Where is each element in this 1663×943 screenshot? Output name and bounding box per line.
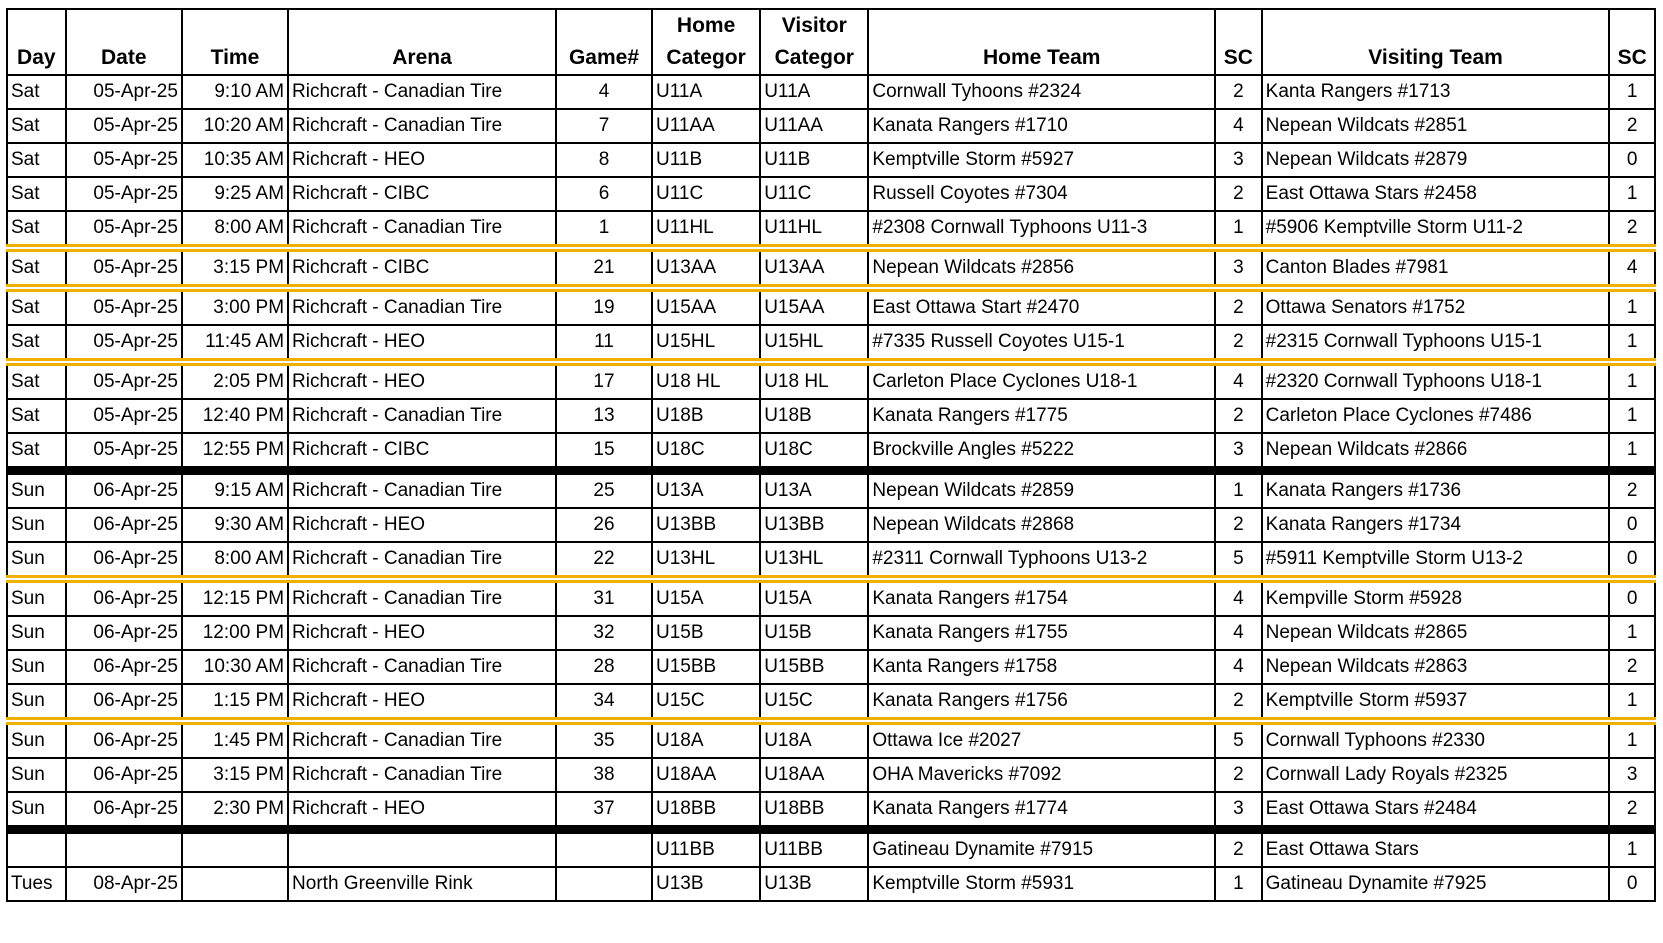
header-arena: Arena bbox=[288, 9, 556, 75]
header-home-category-line1: Home bbox=[676, 14, 736, 37]
cell-visitor-category: U15C bbox=[760, 684, 868, 721]
cell-day: Sat bbox=[7, 288, 66, 325]
cell-time: 9:30 AM bbox=[182, 508, 288, 542]
cell-day: Sun bbox=[7, 616, 66, 650]
header-visitor-category bbox=[760, 9, 868, 75]
cell-day: Sun bbox=[7, 471, 66, 509]
cell-home-team: Nepean Wildcats #2868 bbox=[868, 508, 1215, 542]
cell-arena: Richcraft - HEO bbox=[288, 325, 556, 362]
cell-time: 1:15 PM bbox=[182, 684, 288, 721]
cell-home-score: 4 bbox=[1215, 109, 1262, 143]
cell-game: 25 bbox=[556, 471, 652, 509]
cell-home-score: 1 bbox=[1215, 211, 1262, 248]
cell-home-score: 1 bbox=[1215, 471, 1262, 509]
header-visitor-category-line1: Visitor bbox=[781, 14, 847, 37]
schedule-body bbox=[7, 75, 1655, 901]
cell-visiting-score: 1 bbox=[1609, 433, 1655, 471]
cell-visiting-team: Gatineau Dynamite #7925 bbox=[1262, 867, 1610, 901]
cell-visiting-score: 2 bbox=[1609, 211, 1655, 248]
cell-visiting-score: 2 bbox=[1609, 792, 1655, 830]
cell-home-team: East Ottawa Start #2470 bbox=[868, 288, 1215, 325]
cell-visitor-category: U15HL bbox=[760, 325, 868, 362]
cell-date: 05-Apr-25 bbox=[66, 109, 182, 143]
cell-visitor-category: U11BB bbox=[760, 830, 868, 868]
cell-date: 06-Apr-25 bbox=[66, 508, 182, 542]
cell-visiting-team: Nepean Wildcats #2866 bbox=[1262, 433, 1610, 471]
cell-home-team: Gatineau Dynamite #7915 bbox=[868, 830, 1215, 868]
cell-home-team: Kanata Rangers #1754 bbox=[868, 579, 1215, 616]
cell-time: 8:00 AM bbox=[182, 542, 288, 579]
cell-visiting-score: 2 bbox=[1609, 109, 1655, 143]
cell-visiting-score: 2 bbox=[1609, 471, 1655, 509]
cell-visiting-team: #5911 Kemptville Storm U13-2 bbox=[1262, 542, 1610, 579]
cell-home-team: Nepean Wildcats #2859 bbox=[868, 471, 1215, 509]
cell-visiting-team: East Ottawa Stars bbox=[1262, 830, 1610, 868]
cell-game: 1 bbox=[556, 211, 652, 248]
table-row bbox=[7, 867, 1655, 901]
cell-visitor-category: U18 HL bbox=[760, 362, 868, 399]
cell-time bbox=[182, 867, 288, 901]
table-row bbox=[7, 542, 1655, 579]
cell-visiting-team: Canton Blades #7981 bbox=[1262, 248, 1610, 288]
cell-visiting-team: Nepean Wildcats #2879 bbox=[1262, 143, 1610, 177]
cell-home-category: U15C bbox=[652, 684, 760, 721]
cell-time: 10:20 AM bbox=[182, 109, 288, 143]
cell-home-team: Ottawa Ice #2027 bbox=[868, 721, 1215, 758]
cell-game: 4 bbox=[556, 75, 652, 109]
cell-visiting-team: Ottawa Senators #1752 bbox=[1262, 288, 1610, 325]
table-row bbox=[7, 471, 1655, 509]
cell-visitor-category: U11AA bbox=[760, 109, 868, 143]
cell-arena: Richcraft - HEO bbox=[288, 792, 556, 830]
cell-time: 9:10 AM bbox=[182, 75, 288, 109]
cell-day: Sat bbox=[7, 248, 66, 288]
cell-visiting-team: Cornwall Lady Royals #2325 bbox=[1262, 758, 1610, 792]
cell-time: 3:15 PM bbox=[182, 758, 288, 792]
table-row bbox=[7, 211, 1655, 248]
cell-visiting-score: 1 bbox=[1609, 684, 1655, 721]
table-row bbox=[7, 177, 1655, 211]
cell-game: 11 bbox=[556, 325, 652, 362]
cell-visitor-category: U11B bbox=[760, 143, 868, 177]
table-row bbox=[7, 721, 1655, 758]
cell-game: 26 bbox=[556, 508, 652, 542]
cell-arena: Richcraft - Canadian Tire bbox=[288, 109, 556, 143]
cell-date: 05-Apr-25 bbox=[66, 248, 182, 288]
cell-home-score: 3 bbox=[1215, 248, 1262, 288]
cell-date: 06-Apr-25 bbox=[66, 616, 182, 650]
cell-date: 06-Apr-25 bbox=[66, 650, 182, 684]
cell-home-category: U13AA bbox=[652, 248, 760, 288]
cell-time: 2:30 PM bbox=[182, 792, 288, 830]
cell-time bbox=[182, 830, 288, 868]
cell-day: Sun bbox=[7, 542, 66, 579]
cell-visiting-team: Nepean Wildcats #2865 bbox=[1262, 616, 1610, 650]
header-visitor-category-line2: Categor bbox=[774, 46, 854, 69]
cell-home-score: 4 bbox=[1215, 579, 1262, 616]
cell-visitor-category: U18A bbox=[760, 721, 868, 758]
cell-home-category: U18BB bbox=[652, 792, 760, 830]
cell-day: Sat bbox=[7, 325, 66, 362]
cell-home-team: Kanata Rangers #1755 bbox=[868, 616, 1215, 650]
cell-date: 08-Apr-25 bbox=[66, 867, 182, 901]
cell-visiting-score: 1 bbox=[1609, 177, 1655, 211]
cell-visiting-team: #2320 Cornwall Typhoons U18-1 bbox=[1262, 362, 1610, 399]
cell-arena: Richcraft - HEO bbox=[288, 143, 556, 177]
cell-arena: Richcraft - CIBC bbox=[288, 433, 556, 471]
cell-visiting-score: 4 bbox=[1609, 248, 1655, 288]
cell-home-score: 2 bbox=[1215, 325, 1262, 362]
cell-visiting-team: East Ottawa Stars #2484 bbox=[1262, 792, 1610, 830]
cell-visitor-category: U15BB bbox=[760, 650, 868, 684]
cell-home-team: #2308 Cornwall Typhoons U11-3 bbox=[868, 211, 1215, 248]
header-visiting-score: SC bbox=[1609, 9, 1655, 75]
cell-arena: Richcraft - CIBC bbox=[288, 248, 556, 288]
cell-home-team: #7335 Russell Coyotes U15-1 bbox=[868, 325, 1215, 362]
cell-date: 06-Apr-25 bbox=[66, 721, 182, 758]
cell-visitor-category: U11HL bbox=[760, 211, 868, 248]
cell-home-team: #2311 Cornwall Typhoons U13-2 bbox=[868, 542, 1215, 579]
cell-visiting-team: Kanata Rangers #1734 bbox=[1262, 508, 1610, 542]
cell-home-score: 5 bbox=[1215, 721, 1262, 758]
cell-home-category: U18C bbox=[652, 433, 760, 471]
game-schedule-table bbox=[6, 8, 1656, 902]
cell-home-category: U11C bbox=[652, 177, 760, 211]
cell-game: 35 bbox=[556, 721, 652, 758]
cell-visitor-category: U15B bbox=[760, 616, 868, 650]
cell-home-score: 1 bbox=[1215, 867, 1262, 901]
cell-time: 1:45 PM bbox=[182, 721, 288, 758]
cell-visitor-category: U18B bbox=[760, 399, 868, 433]
cell-visiting-score: 3 bbox=[1609, 758, 1655, 792]
cell-day: Tues bbox=[7, 867, 66, 901]
cell-home-score: 2 bbox=[1215, 758, 1262, 792]
cell-visiting-team: #5906 Kemptville Storm U11-2 bbox=[1262, 211, 1610, 248]
cell-arena: North Greenville Rink bbox=[288, 867, 556, 901]
cell-visiting-team: Nepean Wildcats #2863 bbox=[1262, 650, 1610, 684]
cell-date: 06-Apr-25 bbox=[66, 542, 182, 579]
cell-game: 31 bbox=[556, 579, 652, 616]
cell-time: 12:00 PM bbox=[182, 616, 288, 650]
table-row bbox=[7, 109, 1655, 143]
cell-home-score: 4 bbox=[1215, 616, 1262, 650]
cell-arena: Richcraft - Canadian Tire bbox=[288, 211, 556, 248]
table-row bbox=[7, 248, 1655, 288]
cell-time: 9:15 AM bbox=[182, 471, 288, 509]
cell-visitor-category: U11A bbox=[760, 75, 868, 109]
table-row bbox=[7, 325, 1655, 362]
cell-date: 06-Apr-25 bbox=[66, 684, 182, 721]
cell-day: Sun bbox=[7, 758, 66, 792]
cell-visiting-score: 1 bbox=[1609, 325, 1655, 362]
cell-date: 05-Apr-25 bbox=[66, 288, 182, 325]
cell-home-category: U11AA bbox=[652, 109, 760, 143]
cell-home-category: U18B bbox=[652, 399, 760, 433]
cell-arena: Richcraft - HEO bbox=[288, 616, 556, 650]
cell-arena: Richcraft - Canadian Tire bbox=[288, 471, 556, 509]
cell-date: 06-Apr-25 bbox=[66, 758, 182, 792]
cell-home-team: Carleton Place Cyclones U18-1 bbox=[868, 362, 1215, 399]
cell-arena: Richcraft - HEO bbox=[288, 508, 556, 542]
cell-home-category: U11HL bbox=[652, 211, 760, 248]
cell-game: 15 bbox=[556, 433, 652, 471]
cell-visiting-team: Kanta Rangers #1713 bbox=[1262, 75, 1610, 109]
cell-home-team: Kanata Rangers #1756 bbox=[868, 684, 1215, 721]
cell-visiting-score: 2 bbox=[1609, 650, 1655, 684]
cell-day: Sun bbox=[7, 508, 66, 542]
cell-visitor-category: U13B bbox=[760, 867, 868, 901]
cell-home-category: U15HL bbox=[652, 325, 760, 362]
cell-home-score: 4 bbox=[1215, 650, 1262, 684]
header-visiting-team: Visiting Team bbox=[1262, 9, 1610, 75]
cell-home-team: Brockville Angles #5222 bbox=[868, 433, 1215, 471]
cell-arena: Richcraft - Canadian Tire bbox=[288, 721, 556, 758]
cell-game bbox=[556, 867, 652, 901]
cell-home-category: U11BB bbox=[652, 830, 760, 868]
table-row bbox=[7, 830, 1655, 868]
cell-visiting-team: Kanata Rangers #1736 bbox=[1262, 471, 1610, 509]
cell-visitor-category: U13BB bbox=[760, 508, 868, 542]
cell-time: 12:40 PM bbox=[182, 399, 288, 433]
cell-date: 05-Apr-25 bbox=[66, 399, 182, 433]
cell-home-score: 2 bbox=[1215, 830, 1262, 868]
cell-day: Sun bbox=[7, 650, 66, 684]
cell-time: 3:15 PM bbox=[182, 248, 288, 288]
cell-home-category: U18AA bbox=[652, 758, 760, 792]
cell-game: 8 bbox=[556, 143, 652, 177]
cell-time: 8:00 AM bbox=[182, 211, 288, 248]
cell-home-team: Kanta Rangers #1758 bbox=[868, 650, 1215, 684]
table-row bbox=[7, 792, 1655, 830]
cell-game: 7 bbox=[556, 109, 652, 143]
table-row bbox=[7, 399, 1655, 433]
cell-home-team: Kemptville Storm #5931 bbox=[868, 867, 1215, 901]
cell-visiting-score: 1 bbox=[1609, 399, 1655, 433]
cell-home-score: 5 bbox=[1215, 542, 1262, 579]
cell-time: 9:25 AM bbox=[182, 177, 288, 211]
cell-time: 10:35 AM bbox=[182, 143, 288, 177]
cell-home-category: U15BB bbox=[652, 650, 760, 684]
cell-home-score: 2 bbox=[1215, 75, 1262, 109]
cell-home-team: Nepean Wildcats #2856 bbox=[868, 248, 1215, 288]
cell-visitor-category: U13HL bbox=[760, 542, 868, 579]
cell-visitor-category: U13A bbox=[760, 471, 868, 509]
cell-home-category: U11B bbox=[652, 143, 760, 177]
cell-visiting-score: 1 bbox=[1609, 830, 1655, 868]
cell-home-score: 4 bbox=[1215, 362, 1262, 399]
table-row bbox=[7, 508, 1655, 542]
cell-date: 05-Apr-25 bbox=[66, 433, 182, 471]
cell-day: Sat bbox=[7, 109, 66, 143]
header-home-score: SC bbox=[1215, 9, 1262, 75]
header-row bbox=[7, 9, 1655, 75]
cell-game: 22 bbox=[556, 542, 652, 579]
cell-visitor-category: U18BB bbox=[760, 792, 868, 830]
cell-home-score: 2 bbox=[1215, 684, 1262, 721]
cell-arena: Richcraft - Canadian Tire bbox=[288, 542, 556, 579]
cell-visiting-score: 0 bbox=[1609, 508, 1655, 542]
cell-date: 05-Apr-25 bbox=[66, 325, 182, 362]
cell-home-category: U18 HL bbox=[652, 362, 760, 399]
table-row bbox=[7, 684, 1655, 721]
cell-home-score: 2 bbox=[1215, 399, 1262, 433]
cell-arena: Richcraft - Canadian Tire bbox=[288, 288, 556, 325]
cell-home-category: U15AA bbox=[652, 288, 760, 325]
cell-time: 3:00 PM bbox=[182, 288, 288, 325]
cell-day bbox=[7, 830, 66, 868]
cell-home-score: 3 bbox=[1215, 143, 1262, 177]
cell-game: 19 bbox=[556, 288, 652, 325]
cell-visitor-category: U15AA bbox=[760, 288, 868, 325]
header-home-category bbox=[652, 9, 760, 75]
cell-day: Sat bbox=[7, 211, 66, 248]
cell-time: 12:15 PM bbox=[182, 579, 288, 616]
cell-time: 2:05 PM bbox=[182, 362, 288, 399]
table-row bbox=[7, 616, 1655, 650]
cell-time: 10:30 AM bbox=[182, 650, 288, 684]
cell-home-score: 3 bbox=[1215, 433, 1262, 471]
table-row bbox=[7, 433, 1655, 471]
cell-date: 06-Apr-25 bbox=[66, 792, 182, 830]
cell-date: 05-Apr-25 bbox=[66, 75, 182, 109]
cell-day: Sat bbox=[7, 143, 66, 177]
cell-time: 11:45 AM bbox=[182, 325, 288, 362]
cell-day: Sun bbox=[7, 721, 66, 758]
cell-game: 37 bbox=[556, 792, 652, 830]
cell-home-team: Kemptville Storm #5927 bbox=[868, 143, 1215, 177]
header-day: Day bbox=[7, 9, 66, 75]
cell-arena: Richcraft - Canadian Tire bbox=[288, 579, 556, 616]
cell-game: 32 bbox=[556, 616, 652, 650]
cell-home-score: 3 bbox=[1215, 792, 1262, 830]
cell-arena: Richcraft - Canadian Tire bbox=[288, 758, 556, 792]
cell-visiting-team: Kemptville Storm #5937 bbox=[1262, 684, 1610, 721]
cell-arena: Richcraft - CIBC bbox=[288, 177, 556, 211]
cell-day: Sat bbox=[7, 362, 66, 399]
cell-home-category: U13B bbox=[652, 867, 760, 901]
cell-visitor-category: U11C bbox=[760, 177, 868, 211]
cell-game: 13 bbox=[556, 399, 652, 433]
cell-home-category: U13A bbox=[652, 471, 760, 509]
cell-game: 34 bbox=[556, 684, 652, 721]
cell-home-team: Kanata Rangers #1775 bbox=[868, 399, 1215, 433]
cell-arena: Richcraft - HEO bbox=[288, 684, 556, 721]
table-row bbox=[7, 579, 1655, 616]
cell-visitor-category: U18C bbox=[760, 433, 868, 471]
cell-date: 06-Apr-25 bbox=[66, 579, 182, 616]
cell-date: 05-Apr-25 bbox=[66, 143, 182, 177]
cell-home-category: U15B bbox=[652, 616, 760, 650]
cell-game: 21 bbox=[556, 248, 652, 288]
cell-visiting-team: Nepean Wildcats #2851 bbox=[1262, 109, 1610, 143]
cell-game: 28 bbox=[556, 650, 652, 684]
cell-date: 06-Apr-25 bbox=[66, 471, 182, 509]
cell-home-team: Kanata Rangers #1710 bbox=[868, 109, 1215, 143]
cell-visiting-score: 1 bbox=[1609, 721, 1655, 758]
cell-visiting-score: 0 bbox=[1609, 579, 1655, 616]
cell-day: Sat bbox=[7, 433, 66, 471]
cell-visiting-score: 1 bbox=[1609, 288, 1655, 325]
table-row bbox=[7, 75, 1655, 109]
header-home-team: Home Team bbox=[868, 9, 1215, 75]
table-row bbox=[7, 758, 1655, 792]
cell-visiting-score: 1 bbox=[1609, 616, 1655, 650]
cell-home-team: Kanata Rangers #1774 bbox=[868, 792, 1215, 830]
schedule-sheet bbox=[6, 8, 1656, 902]
cell-home-score: 2 bbox=[1215, 177, 1262, 211]
cell-visitor-category: U18AA bbox=[760, 758, 868, 792]
cell-home-score: 2 bbox=[1215, 508, 1262, 542]
table-row bbox=[7, 288, 1655, 325]
cell-arena: Richcraft - Canadian Tire bbox=[288, 650, 556, 684]
cell-home-category: U18A bbox=[652, 721, 760, 758]
cell-home-team: OHA Mavericks #7092 bbox=[868, 758, 1215, 792]
cell-day: Sat bbox=[7, 75, 66, 109]
cell-visiting-score: 1 bbox=[1609, 75, 1655, 109]
header-date: Date bbox=[66, 9, 182, 75]
header-home-category-line2: Categor bbox=[666, 46, 746, 69]
cell-visiting-team: Kempville Storm #5928 bbox=[1262, 579, 1610, 616]
cell-visitor-category: U15A bbox=[760, 579, 868, 616]
table-row bbox=[7, 143, 1655, 177]
cell-home-category: U15A bbox=[652, 579, 760, 616]
cell-day: Sat bbox=[7, 177, 66, 211]
cell-home-team: Russell Coyotes #7304 bbox=[868, 177, 1215, 211]
cell-visiting-team: East Ottawa Stars #2458 bbox=[1262, 177, 1610, 211]
cell-day: Sun bbox=[7, 684, 66, 721]
cell-arena bbox=[288, 830, 556, 868]
cell-visiting-team: #2315 Cornwall Typhoons U15-1 bbox=[1262, 325, 1610, 362]
cell-time: 12:55 PM bbox=[182, 433, 288, 471]
cell-arena: Richcraft - HEO bbox=[288, 362, 556, 399]
cell-visiting-score: 0 bbox=[1609, 143, 1655, 177]
cell-home-category: U13BB bbox=[652, 508, 760, 542]
cell-day: Sat bbox=[7, 399, 66, 433]
cell-visiting-score: 0 bbox=[1609, 542, 1655, 579]
cell-day: Sun bbox=[7, 579, 66, 616]
table-row bbox=[7, 362, 1655, 399]
cell-date: 05-Apr-25 bbox=[66, 177, 182, 211]
cell-visitor-category: U13AA bbox=[760, 248, 868, 288]
cell-day: Sun bbox=[7, 792, 66, 830]
header-game: Game# bbox=[556, 9, 652, 75]
cell-visiting-score: 1 bbox=[1609, 362, 1655, 399]
cell-date: 05-Apr-25 bbox=[66, 211, 182, 248]
cell-home-category: U11A bbox=[652, 75, 760, 109]
cell-visiting-score: 0 bbox=[1609, 867, 1655, 901]
header-time: Time bbox=[182, 9, 288, 75]
cell-game: 17 bbox=[556, 362, 652, 399]
cell-arena: Richcraft - Canadian Tire bbox=[288, 75, 556, 109]
cell-game: 6 bbox=[556, 177, 652, 211]
cell-home-category: U13HL bbox=[652, 542, 760, 579]
cell-visiting-team: Cornwall Typhoons #2330 bbox=[1262, 721, 1610, 758]
cell-home-team: Cornwall Tyhoons #2324 bbox=[868, 75, 1215, 109]
cell-game bbox=[556, 830, 652, 868]
cell-home-score: 2 bbox=[1215, 288, 1262, 325]
cell-game: 38 bbox=[556, 758, 652, 792]
table-row bbox=[7, 650, 1655, 684]
cell-visiting-team: Carleton Place Cyclones #7486 bbox=[1262, 399, 1610, 433]
cell-arena: Richcraft - Canadian Tire bbox=[288, 399, 556, 433]
cell-date bbox=[66, 830, 182, 868]
cell-date: 05-Apr-25 bbox=[66, 362, 182, 399]
